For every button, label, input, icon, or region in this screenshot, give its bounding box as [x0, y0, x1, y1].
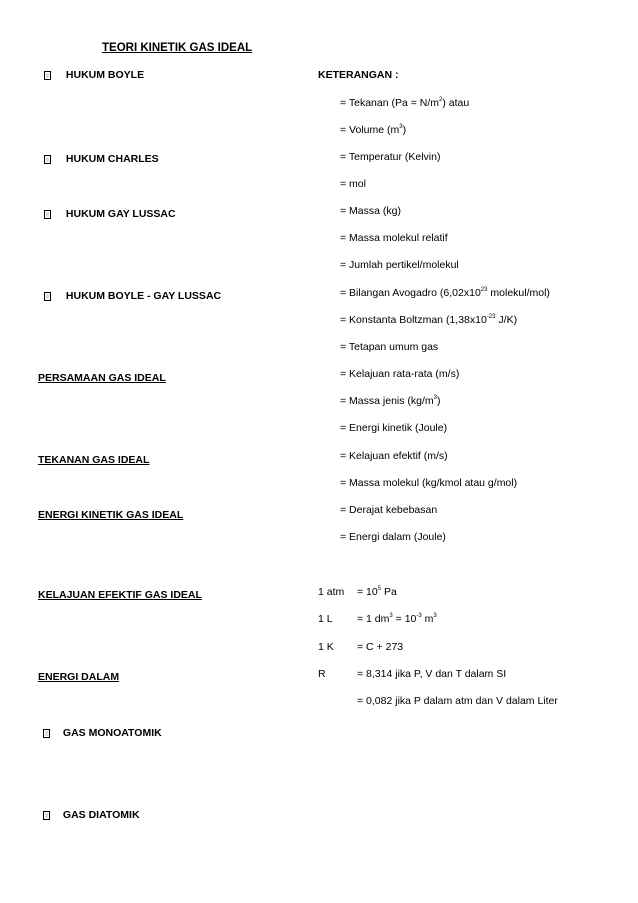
- law-charles: HUKUM CHARLES: [44, 153, 159, 165]
- section-persamaan: PERSAMAAN GAS IDEAL: [38, 372, 166, 384]
- legend-avg-speed: = Kelajuan rata-rata (m/s): [340, 368, 460, 380]
- section-tekanan: TEKANAN GAS IDEAL: [38, 454, 150, 466]
- conv-l-label: 1 L: [318, 613, 333, 625]
- legend-mol-mass: = Massa molekul (kg/kmol atau g/mol): [340, 477, 518, 489]
- legend-gas-constant: = Tetapan umum gas: [340, 341, 439, 353]
- bullet-icon: [43, 729, 50, 738]
- bullet-icon: [44, 210, 51, 219]
- legend-internal-energy: = Energi dalam (Joule): [340, 531, 446, 543]
- bullet-icon: [44, 71, 51, 80]
- gas-diatomik: GAS DIATOMIK: [43, 809, 140, 821]
- conv-k-value: = C + 273: [357, 641, 404, 653]
- legend-volume: = Volume $(m^3)$: [340, 124, 407, 136]
- conv-k-label: 1 K: [318, 641, 334, 653]
- legend-rms-speed: = Kelajuan efektif (m/s): [340, 450, 448, 462]
- legend-freedom: = Derajat kebebasan: [340, 504, 438, 516]
- legend-kinetic-energy: = Energi kinetik (Joule): [340, 422, 448, 434]
- law-boyle: HUKUM BOYLE: [44, 69, 144, 81]
- gas-monoatomik: GAS MONOATOMIK: [43, 727, 162, 739]
- keterangan-label: KETERANGAN :: [318, 69, 399, 81]
- conv-atm-label: 1 atm: [318, 586, 345, 598]
- conv-r-label: R: [318, 668, 326, 680]
- conv-r-value-si: = 8,314 jika P, V dan T dalam SI: [357, 668, 507, 680]
- legend-particles: = Jumlah pertikel/molekul: [340, 259, 459, 271]
- legend-temperature: = Temperatur (Kelvin): [340, 151, 441, 163]
- conv-r-value-atm: = 0,082 jika P dalam atm dan V dalam Liter: [357, 695, 558, 707]
- section-kelajuan-efektif: KELAJUAN EFEKTIF GAS IDEAL: [38, 589, 202, 601]
- legend-pressure: = Tekanan $(Pa = N/m^2)$ atau: [340, 97, 470, 109]
- section-energi-dalam: ENERGI DALAM: [38, 671, 120, 683]
- bullet-icon: [44, 155, 51, 164]
- legend-mass: = Massa (kg): [340, 205, 401, 217]
- law-gay-lussac: HUKUM GAY LUSSAC: [44, 208, 176, 220]
- section-energi-kinetik: ENERGI KINETIK GAS IDEAL: [38, 509, 184, 521]
- law-boyle-gay-lussac: HUKUM BOYLE - GAY LUSSAC: [44, 290, 221, 302]
- page-title: TEORI KINETIK GAS IDEAL: [102, 42, 253, 54]
- legend-avogadro: = Bilangan Avogadro ($6,02x10^{23}$ molekul/mol): [340, 287, 550, 299]
- legend-boltzmann: = Konstanta Boltzman ($1,38x10^{-23}$ J/K): [340, 314, 518, 326]
- legend-molar-mass: = Massa molekul relatif: [340, 232, 448, 244]
- legend-mol: = mol: [340, 178, 366, 190]
- conv-l-value: = 1 $dm^3 = 10^{-3}$ $m^3$: [357, 613, 437, 625]
- legend-density: = Massa jenis $(kg/m^3)$: [340, 395, 441, 407]
- bullet-icon: [44, 292, 51, 301]
- conv-atm-value: = $10^5$ Pa: [357, 586, 397, 598]
- bullet-icon: [43, 811, 50, 820]
